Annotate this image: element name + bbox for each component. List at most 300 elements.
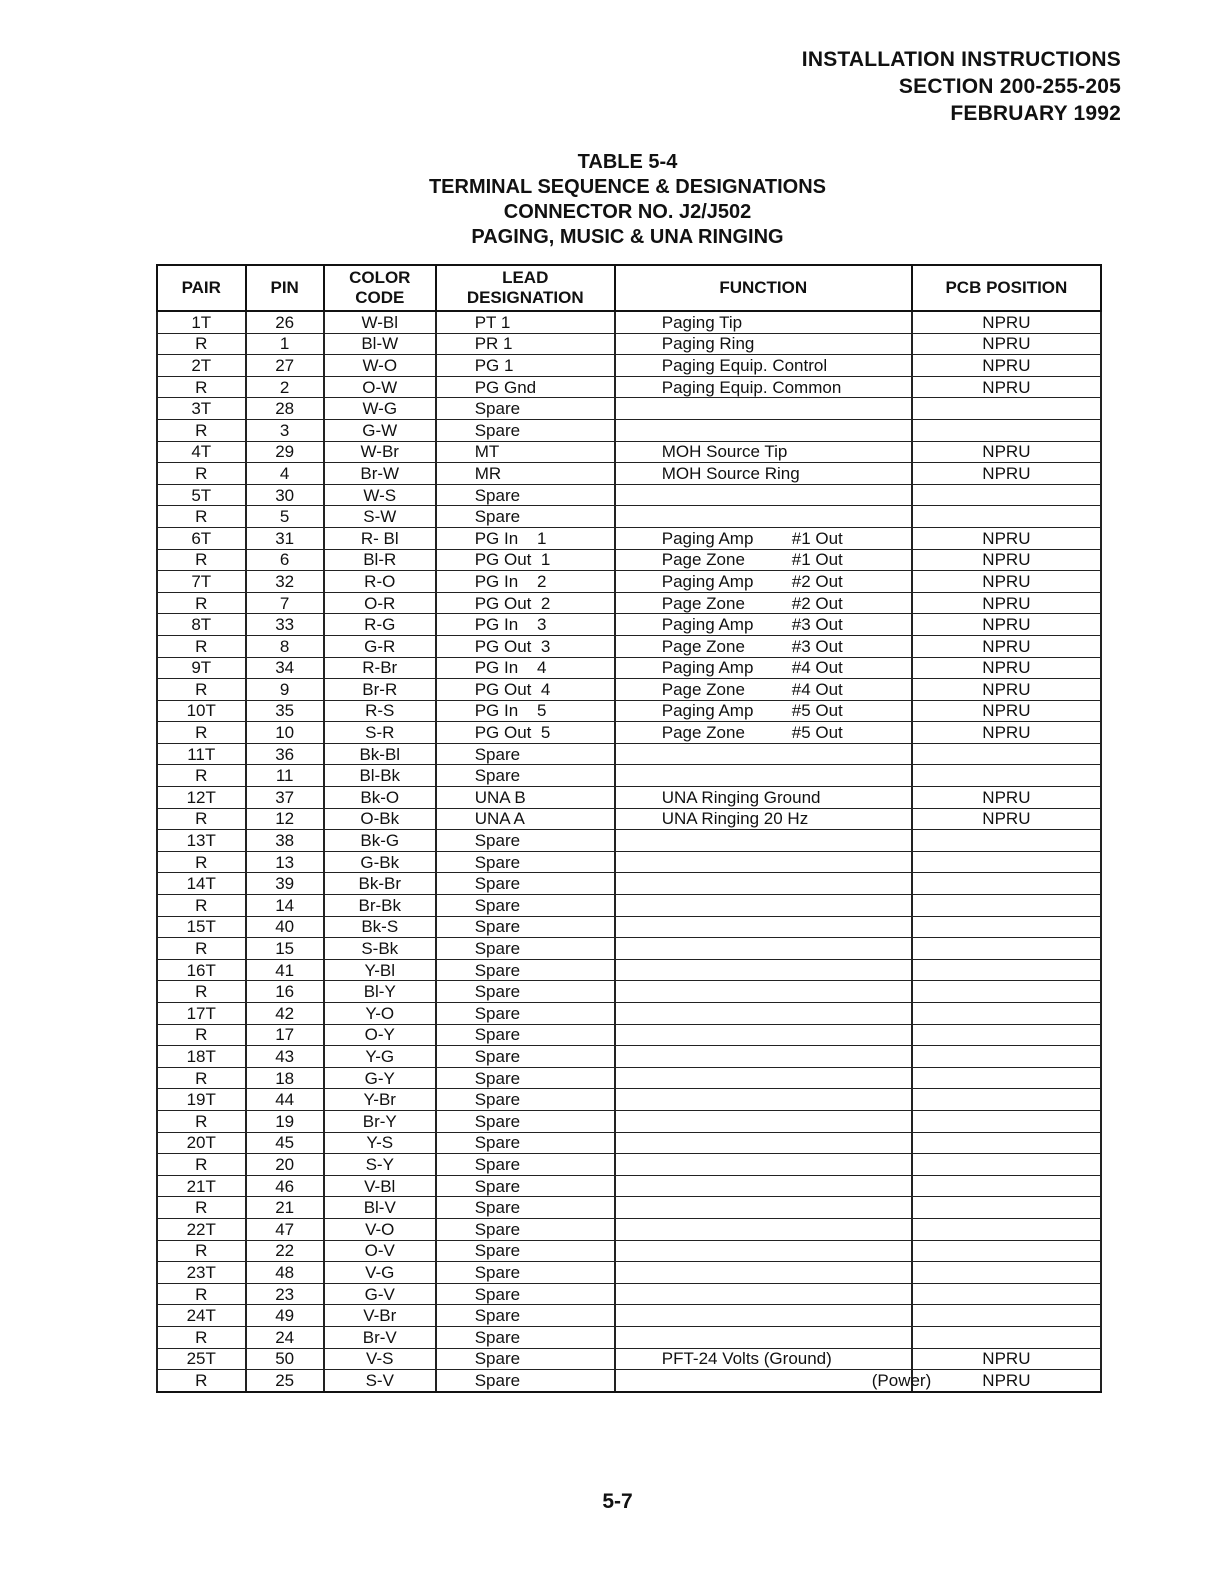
function-number: #2 Out [791, 593, 843, 613]
table-row [157, 657, 1101, 679]
color-code-cell: S-R [324, 722, 436, 744]
table-row [157, 1132, 1101, 1154]
table-row [157, 1262, 1101, 1284]
pcb-position-cell [912, 743, 1101, 765]
color-code-cell: Br-R [324, 679, 436, 701]
pin-cell: 4 [246, 463, 324, 485]
table-row [157, 484, 1101, 506]
color-code-cell: Bk-S [324, 916, 436, 938]
pcb-position-cell [912, 830, 1101, 852]
pin-cell: 44 [246, 1089, 324, 1111]
color-code-cell: Bk-G [324, 830, 436, 852]
pin-cell: 29 [246, 441, 324, 463]
pcb-position-cell [912, 1305, 1101, 1327]
pcb-position-cell [912, 1089, 1101, 1111]
column-header-pair: PAIR [157, 265, 246, 311]
pcb-position-cell [912, 1218, 1101, 1240]
table-row [157, 549, 1101, 571]
pair-cell: 21T [157, 1175, 246, 1197]
table-row [157, 765, 1101, 787]
function-cell [615, 765, 912, 787]
function-cell [615, 398, 912, 420]
table-row [157, 398, 1101, 420]
function-cell [615, 1197, 912, 1219]
table-row [157, 527, 1101, 549]
lead-header-line2: DESIGNATION [466, 288, 584, 307]
color-code-cell: S-V [324, 1370, 436, 1392]
table-row [157, 376, 1101, 398]
function-cell [615, 1240, 912, 1262]
color-code-cell: R-O [324, 571, 436, 593]
color-code-cell: Bl-Y [324, 981, 436, 1003]
pcb-position-cell [912, 1110, 1101, 1132]
header-section: SECTION 200-255-205 [898, 75, 1121, 98]
color-code-cell: W-Bl [324, 311, 436, 333]
pcb-position-cell: NPRU [912, 787, 1101, 809]
function-cell [615, 657, 912, 679]
pair-cell: 20T [157, 1132, 246, 1154]
color-code-cell: V-G [324, 1262, 436, 1284]
color-code-cell: V-O [324, 1218, 436, 1240]
pin-cell: 48 [246, 1262, 324, 1284]
pcb-position-cell [912, 1024, 1101, 1046]
color-code-cell: Y-G [324, 1046, 436, 1068]
pair-cell: 19T [157, 1089, 246, 1111]
pair-cell: 23T [157, 1262, 246, 1284]
pcb-position-cell: NPRU [912, 311, 1101, 333]
function-number: (Power) [871, 1370, 932, 1390]
lead-designation-cell: PG In 4 [436, 657, 615, 679]
table-row [157, 355, 1101, 377]
pair-cell: R [157, 981, 246, 1003]
function-cell [615, 484, 912, 506]
pair-cell: 8T [157, 614, 246, 636]
color-code-cell: O-R [324, 592, 436, 614]
color-code-cell: V-Br [324, 1305, 436, 1327]
function-cell [615, 527, 912, 549]
pin-cell: 23 [246, 1283, 324, 1305]
pcb-position-cell [912, 765, 1101, 787]
function-cell [615, 614, 912, 636]
lead-designation-cell: UNA B [436, 787, 615, 809]
function-label: Paging Amp [661, 571, 754, 591]
pcb-position-cell: NPRU [912, 463, 1101, 485]
pin-cell: 39 [246, 873, 324, 895]
table-row [157, 1305, 1101, 1327]
lead-designation-cell: Spare [436, 1089, 615, 1111]
pair-cell: 9T [157, 657, 246, 679]
pair-cell: 18T [157, 1046, 246, 1068]
lead-designation-cell: Spare [436, 1262, 615, 1284]
pair-cell: R [157, 1370, 246, 1392]
table-row [157, 938, 1101, 960]
pin-cell: 26 [246, 311, 324, 333]
function-cell [615, 722, 912, 744]
pcb-position-cell: NPRU [912, 679, 1101, 701]
pcb-position-cell [912, 1240, 1101, 1262]
table-row [157, 333, 1101, 355]
lead-designation-cell: PR 1 [436, 333, 615, 355]
lead-designation-cell: PT 1 [436, 311, 615, 333]
pin-cell: 36 [246, 743, 324, 765]
pair-cell: 11T [157, 743, 246, 765]
pair-cell: 22T [157, 1218, 246, 1240]
function-cell [615, 851, 912, 873]
table-row [157, 571, 1101, 593]
pcb-position-cell: NPRU [912, 355, 1101, 377]
lead-designation-cell: Spare [436, 895, 615, 917]
lead-header-line1: LEAD [502, 268, 549, 287]
pair-cell: 7T [157, 571, 246, 593]
color-code-cell: O-Y [324, 1024, 436, 1046]
pair-cell: R [157, 938, 246, 960]
pin-cell: 35 [246, 700, 324, 722]
lead-designation-cell: PG In 2 [436, 571, 615, 593]
pair-cell: R [157, 1283, 246, 1305]
pair-cell: R [157, 592, 246, 614]
lead-designation-cell: Spare [436, 765, 615, 787]
table-number: TABLE 5-4 [577, 151, 678, 173]
pcb-position-cell: NPRU [912, 808, 1101, 830]
function-cell [615, 592, 912, 614]
lead-designation-cell: Spare [436, 419, 615, 441]
function-label: Paging Tip [661, 312, 743, 332]
pair-cell: R [157, 1110, 246, 1132]
function-cell [615, 1003, 912, 1025]
pin-cell: 18 [246, 1067, 324, 1089]
lead-designation-cell: Spare [436, 1132, 615, 1154]
table-row [157, 873, 1101, 895]
pair-cell: R [157, 895, 246, 917]
pair-cell: R [157, 851, 246, 873]
pin-cell: 30 [246, 484, 324, 506]
pin-cell: 50 [246, 1348, 324, 1370]
pair-cell: 4T [157, 441, 246, 463]
pair-cell: 16T [157, 959, 246, 981]
pcb-position-cell [912, 1132, 1101, 1154]
table-row [157, 1067, 1101, 1089]
lead-designation-cell: Spare [436, 830, 615, 852]
pin-cell: 15 [246, 938, 324, 960]
color-code-cell: Bl-Bk [324, 765, 436, 787]
pcb-position-cell [912, 1046, 1101, 1068]
function-label: UNA Ringing 20 Hz [661, 809, 809, 829]
function-cell [615, 635, 912, 657]
lead-designation-cell: Spare [436, 1326, 615, 1348]
color-code-cell: Bk-Br [324, 873, 436, 895]
color-header-line2: CODE [355, 288, 405, 307]
lead-designation-cell: Spare [436, 398, 615, 420]
color-code-cell: Bl-V [324, 1197, 436, 1219]
function-cell [615, 506, 912, 528]
function-cell [615, 1218, 912, 1240]
color-code-cell: G-W [324, 419, 436, 441]
pin-cell: 8 [246, 635, 324, 657]
lead-designation-cell: Spare [436, 938, 615, 960]
function-cell [615, 311, 912, 333]
pcb-position-cell [912, 419, 1101, 441]
function-cell [615, 1089, 912, 1111]
table-row [157, 463, 1101, 485]
pcb-position-cell: NPRU [912, 571, 1101, 593]
pcb-position-cell: NPRU [912, 592, 1101, 614]
pcb-position-cell [912, 981, 1101, 1003]
function-cell [615, 1132, 912, 1154]
pin-cell: 3 [246, 419, 324, 441]
pin-cell: 20 [246, 1154, 324, 1176]
lead-designation-cell: PG Out 4 [436, 679, 615, 701]
table-row [157, 851, 1101, 873]
function-cell [615, 938, 912, 960]
pin-cell: 19 [246, 1110, 324, 1132]
color-code-cell: Br-Y [324, 1110, 436, 1132]
table-row [157, 1197, 1101, 1219]
function-cell [615, 787, 912, 809]
lead-designation-cell: Spare [436, 1348, 615, 1370]
lead-designation-cell: MT [436, 441, 615, 463]
table-row [157, 916, 1101, 938]
table-row [157, 1218, 1101, 1240]
function-cell [615, 895, 912, 917]
color-code-cell: Y-O [324, 1003, 436, 1025]
pair-cell: R [157, 635, 246, 657]
table-row [157, 981, 1101, 1003]
pair-cell: R [157, 419, 246, 441]
pin-cell: 21 [246, 1197, 324, 1219]
function-label: Paging Equip. Control [661, 355, 828, 375]
pair-cell: 3T [157, 398, 246, 420]
pcb-position-cell: NPRU [912, 722, 1101, 744]
color-code-cell: V-Bl [324, 1175, 436, 1197]
function-label: Page Zone [661, 723, 745, 743]
pin-cell: 2 [246, 376, 324, 398]
function-cell [615, 679, 912, 701]
color-code-cell: W-O [324, 355, 436, 377]
function-label: MOH Source Tip [661, 442, 788, 462]
function-number: #4 Out [791, 658, 843, 678]
function-cell [615, 333, 912, 355]
pin-cell: 27 [246, 355, 324, 377]
pin-cell: 25 [246, 1370, 324, 1392]
pcb-position-cell [912, 1262, 1101, 1284]
function-number: #5 Out [791, 701, 843, 721]
table-row [157, 1348, 1101, 1370]
color-code-cell: W-Br [324, 441, 436, 463]
pin-cell: 40 [246, 916, 324, 938]
lead-designation-cell: PG In 3 [436, 614, 615, 636]
lead-designation-cell: Spare [436, 743, 615, 765]
function-label: Paging Amp [661, 701, 754, 721]
pair-cell: R [157, 549, 246, 571]
pair-cell: 17T [157, 1003, 246, 1025]
pin-cell: 11 [246, 765, 324, 787]
pair-cell: R [157, 1326, 246, 1348]
color-header-line1: COLOR [349, 268, 411, 287]
pcb-position-cell [912, 1154, 1101, 1176]
color-code-cell: W-S [324, 484, 436, 506]
lead-designation-cell: PG Out 2 [436, 592, 615, 614]
function-cell [615, 700, 912, 722]
pcb-position-cell [912, 1326, 1101, 1348]
color-code-cell: R-Br [324, 657, 436, 679]
color-code-cell: Bk-O [324, 787, 436, 809]
function-cell [615, 873, 912, 895]
color-code-cell: Bk-Bl [324, 743, 436, 765]
function-cell [615, 376, 912, 398]
pin-cell: 47 [246, 1218, 324, 1240]
function-cell [615, 1024, 912, 1046]
color-code-cell: V-S [324, 1348, 436, 1370]
lead-designation-cell: PG Out 3 [436, 635, 615, 657]
color-code-cell: Br-W [324, 463, 436, 485]
table-row [157, 1089, 1101, 1111]
pcb-position-cell: NPRU [912, 614, 1101, 636]
lead-designation-cell: Spare [436, 1046, 615, 1068]
pcb-position-cell [912, 938, 1101, 960]
pair-cell: R [157, 1154, 246, 1176]
function-cell [615, 1154, 912, 1176]
table-row [157, 1110, 1101, 1132]
pcb-position-cell: NPRU [912, 549, 1101, 571]
pin-cell: 46 [246, 1175, 324, 1197]
lead-designation-cell: Spare [436, 506, 615, 528]
pair-cell: R [157, 765, 246, 787]
color-code-cell: R-G [324, 614, 436, 636]
pin-cell: 1 [246, 333, 324, 355]
pcb-position-cell [912, 959, 1101, 981]
table-row [157, 1154, 1101, 1176]
pair-cell: R [157, 679, 246, 701]
lead-designation-cell: Spare [436, 959, 615, 981]
table-row [157, 1326, 1101, 1348]
pair-cell: R [157, 1197, 246, 1219]
function-cell [615, 549, 912, 571]
function-number: #1 Out [791, 550, 843, 570]
pin-cell: 5 [246, 506, 324, 528]
lead-designation-cell: PG Gnd [436, 376, 615, 398]
pin-cell: 41 [246, 959, 324, 981]
lead-designation-cell: Spare [436, 916, 615, 938]
pin-cell: 33 [246, 614, 324, 636]
lead-designation-cell: PG In 1 [436, 527, 615, 549]
table-row [157, 1175, 1101, 1197]
pcb-position-cell: NPRU [912, 376, 1101, 398]
column-header-lead-designation [436, 265, 615, 311]
function-label: Paging Equip. Common [661, 377, 842, 397]
function-number: #5 Out [791, 723, 843, 743]
pair-cell: R [157, 722, 246, 744]
pair-cell: 12T [157, 787, 246, 809]
color-code-cell: Y-Bl [324, 959, 436, 981]
pcb-position-cell: NPRU [912, 441, 1101, 463]
function-cell [615, 1326, 912, 1348]
color-code-cell: R-S [324, 700, 436, 722]
function-cell [615, 808, 912, 830]
pcb-position-cell [912, 506, 1101, 528]
color-code-cell: G-Bk [324, 851, 436, 873]
color-code-cell: O-Bk [324, 808, 436, 830]
column-header-function: FUNCTION [615, 265, 912, 311]
color-code-cell: G-V [324, 1283, 436, 1305]
pin-cell: 42 [246, 1003, 324, 1025]
pin-cell: 17 [246, 1024, 324, 1046]
function-label: Page Zone [661, 679, 745, 699]
table-row [157, 1046, 1101, 1068]
function-cell [615, 1110, 912, 1132]
function-cell [615, 355, 912, 377]
connector-number: CONNECTOR NO. J2/J502 [503, 201, 752, 223]
function-label: Paging Amp [661, 528, 754, 548]
pin-cell: 10 [246, 722, 324, 744]
pcb-position-cell [912, 851, 1101, 873]
table-header-row [157, 265, 1101, 311]
table-row [157, 419, 1101, 441]
pair-cell: 25T [157, 1348, 246, 1370]
function-label: PFT-24 Volts (Ground) [661, 1349, 832, 1369]
pcb-position-cell [912, 398, 1101, 420]
function-label: MOH Source Ring [661, 463, 800, 483]
lead-designation-cell: PG Out 1 [436, 549, 615, 571]
color-code-cell: Y-S [324, 1132, 436, 1154]
lead-designation-cell: Spare [436, 1154, 615, 1176]
header-doc-type: INSTALLATION INSTRUCTIONS [801, 48, 1121, 71]
table-row [157, 506, 1101, 528]
pcb-position-cell: NPRU [912, 1370, 1101, 1392]
column-header-color-code [324, 265, 436, 311]
lead-designation-cell: PG In 5 [436, 700, 615, 722]
pin-cell: 12 [246, 808, 324, 830]
table-title [0, 150, 1225, 250]
table-row [157, 1283, 1101, 1305]
function-label: Paging Amp [661, 658, 754, 678]
pin-cell: 13 [246, 851, 324, 873]
lead-designation-cell: Spare [436, 1305, 615, 1327]
color-code-cell: Bl-W [324, 333, 436, 355]
page-number: 5-7 [602, 1490, 633, 1513]
color-code-cell: S-Bk [324, 938, 436, 960]
lead-designation-cell: UNA A [436, 808, 615, 830]
table-row [157, 743, 1101, 765]
function-cell [615, 419, 912, 441]
table-row [157, 808, 1101, 830]
pin-cell: 34 [246, 657, 324, 679]
pair-cell: 24T [157, 1305, 246, 1327]
table-row [157, 787, 1101, 809]
pair-cell: 5T [157, 484, 246, 506]
column-header-pcb-position: PCB POSITION [912, 265, 1101, 311]
color-code-cell: Br-V [324, 1326, 436, 1348]
pair-cell: R [157, 808, 246, 830]
pcb-position-cell [912, 1197, 1101, 1219]
function-cell [615, 1370, 932, 1392]
pcb-position-cell [912, 873, 1101, 895]
lead-designation-cell: PG Out 5 [436, 722, 615, 744]
function-number: #1 Out [791, 528, 843, 548]
lead-designation-cell: Spare [436, 1110, 615, 1132]
table-row [157, 959, 1101, 981]
lead-designation-cell: Spare [436, 1003, 615, 1025]
function-cell [615, 981, 912, 1003]
pcb-position-cell [912, 1283, 1101, 1305]
pcb-position-cell [912, 484, 1101, 506]
pin-cell: 32 [246, 571, 324, 593]
color-code-cell: G-Y [324, 1067, 436, 1089]
lead-designation-cell: PG 1 [436, 355, 615, 377]
table-row [157, 441, 1101, 463]
lead-designation-cell: Spare [436, 873, 615, 895]
function-number: #3 Out [791, 615, 843, 635]
function-cell [615, 1046, 912, 1068]
